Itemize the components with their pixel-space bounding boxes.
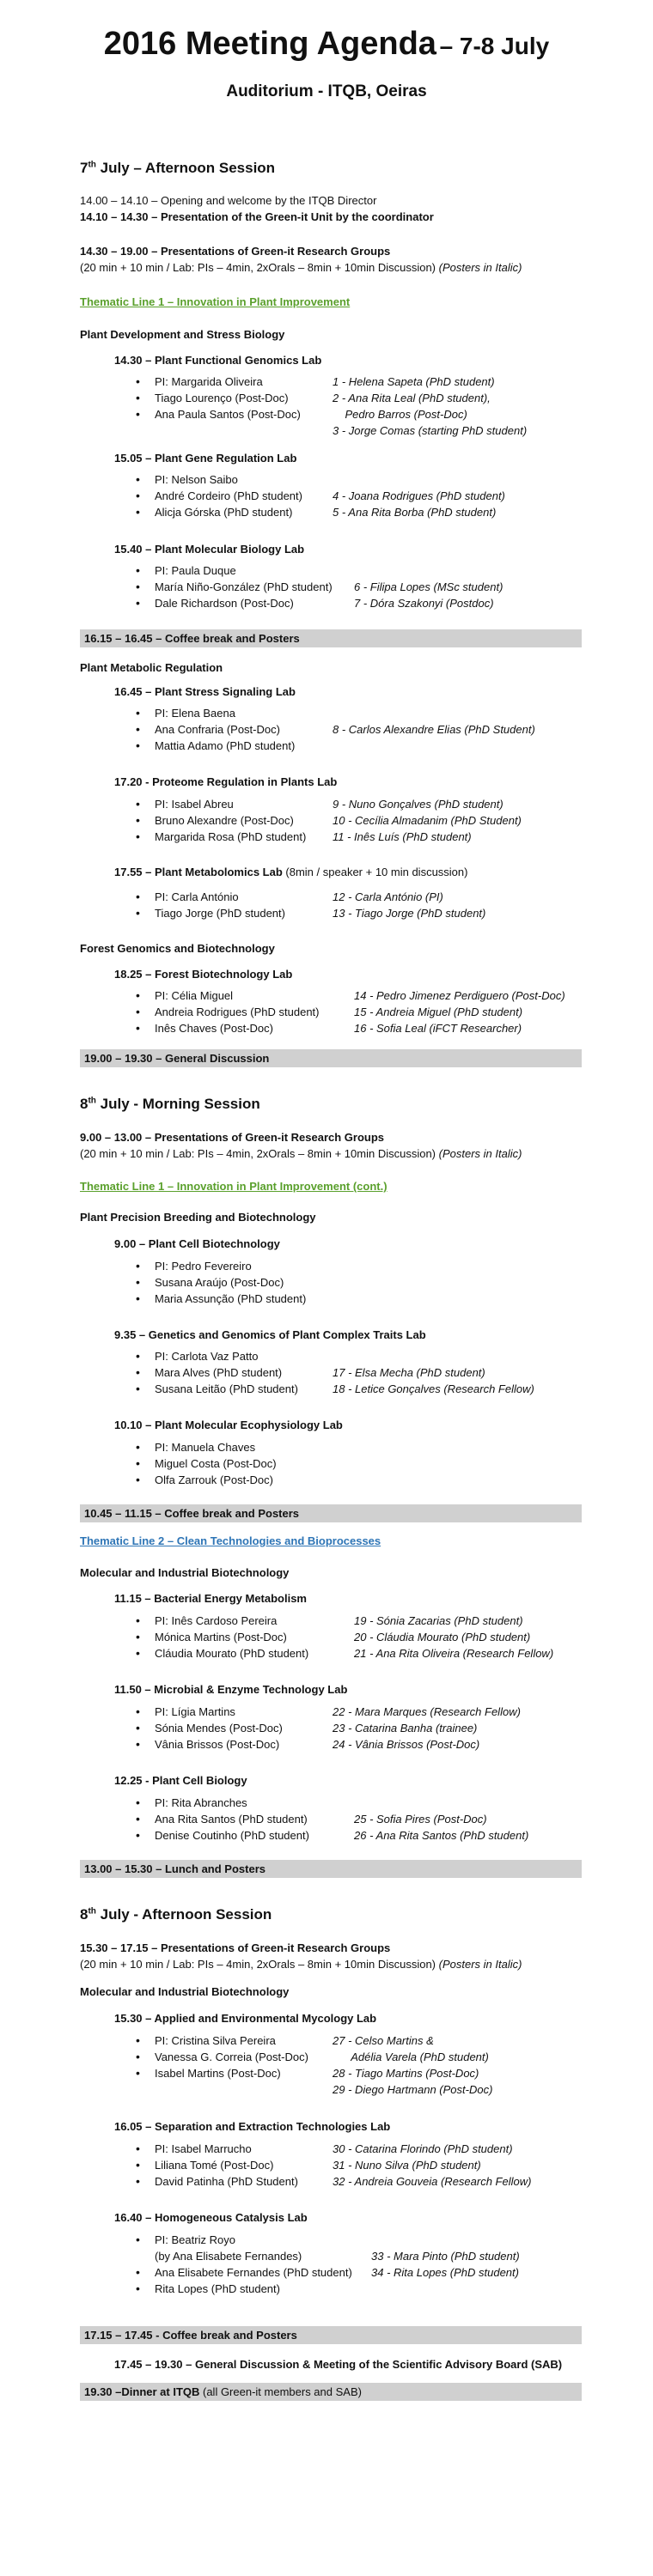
break-bar: 16.15 – 16.45 – Coffee break and Posters bbox=[80, 629, 582, 647]
schedule-note bbox=[80, 1958, 522, 1971]
list-item: • María Niño-González (PhD student) bbox=[136, 579, 333, 595]
lab-heading bbox=[114, 1419, 343, 1431]
research-area-heading: Plant Metabolic Regulation bbox=[80, 661, 223, 674]
schedule-line: 15.30 – 17.15 – Presentations of Green-it Research Groups bbox=[80, 1941, 391, 1954]
lab-title: 11.50 – Microbial & Enzyme Technology Lab bbox=[114, 1683, 348, 1696]
schedule-line: 14.10 – 14.30 – Presentation of the Green-it Unit by the coordinator bbox=[80, 210, 434, 223]
lab-members-list bbox=[136, 1439, 277, 1488]
lab-title: 16.05 – Separation and Extraction Technologies Lab bbox=[114, 2120, 391, 2133]
list-item: • PI: Beatriz Royo bbox=[136, 2232, 352, 2248]
list-item: • André Cordeiro (PhD student) bbox=[136, 488, 302, 504]
format-note: (20 min + 10 min / Lab: PIs – 4min, 2xOrals – 8min + 10min Discussion) bbox=[80, 261, 436, 274]
list-item: • PI: Nelson Saibo bbox=[136, 471, 302, 488]
lab-heading bbox=[114, 543, 304, 556]
lab-heading bbox=[114, 775, 337, 788]
list-item: • Mattia Adamo (PhD student) bbox=[136, 738, 295, 754]
lab-title: 16.40 – Homogeneous Catalysis Lab bbox=[114, 2211, 308, 2224]
poster-list bbox=[333, 1364, 534, 1397]
list-item: • Tiago Jorge (PhD student) bbox=[136, 905, 285, 921]
session-day: 7 bbox=[80, 160, 88, 176]
thematic-line-link[interactable]: Thematic Line 1 – Innovation in Plant Improvement (cont.) bbox=[80, 1180, 388, 1193]
poster-list bbox=[333, 488, 505, 520]
lab-members-list bbox=[136, 987, 320, 1036]
session-title: July - Afternoon Session bbox=[95, 1906, 272, 1923]
lab-heading bbox=[114, 354, 321, 367]
posters-note: (Posters in Italic) bbox=[438, 1147, 522, 1160]
poster-item: 25 - Sofia Pires (Post-Doc) bbox=[354, 1813, 487, 1826]
list-item: • PI: Manuela Chaves bbox=[136, 1439, 277, 1455]
poster-item: 2 - Ana Rita Leal (PhD student), bbox=[333, 392, 491, 404]
poster-list bbox=[354, 579, 503, 611]
poster-item: 29 - Diego Hartmann (Post-Doc) bbox=[333, 2083, 493, 2096]
format-note: (20 min + 10 min / Lab: PIs – 4min, 2xOrals – 8min + 10min Discussion) bbox=[80, 1958, 436, 1971]
thematic-line-link[interactable]: Thematic Line 1 – Innovation in Plant Improvement bbox=[80, 295, 351, 308]
poster-list bbox=[333, 374, 527, 439]
lab-members-list bbox=[136, 2032, 308, 2081]
lab-heading bbox=[114, 968, 292, 981]
lab-note: (8min / speaker + 10 min discussion) bbox=[282, 866, 468, 878]
dinner-text: 19.30 –Dinner at ITQB bbox=[84, 2385, 200, 2398]
session-title: July – Afternoon Session bbox=[95, 160, 276, 176]
list-item: • Dale Richardson (Post-Doc) bbox=[136, 595, 333, 611]
lab-heading bbox=[114, 1774, 247, 1787]
session-heading-3 bbox=[80, 1906, 272, 1923]
lab-heading bbox=[114, 1683, 347, 1696]
dinner-bar bbox=[80, 2383, 582, 2401]
poster-list bbox=[354, 1613, 553, 1662]
list-item: • Margarida Rosa (PhD student) bbox=[136, 829, 306, 845]
research-area-heading: Plant Precision Breeding and Biotechnology bbox=[80, 1211, 316, 1224]
break-bar: 13.00 – 15.30 – Lunch and Posters bbox=[80, 1860, 582, 1878]
poster-item: 15 - Andreia Miguel (PhD student) bbox=[354, 1005, 523, 1018]
lab-title: 14.30 – Plant Functional Genomics Lab bbox=[114, 354, 322, 367]
list-item: • Ana Confraria (Post-Doc) bbox=[136, 721, 295, 738]
session-day-suffix: th bbox=[88, 160, 96, 170]
lab-heading bbox=[114, 1592, 307, 1605]
poster-item: 20 - Cláudia Mourato (PhD student) bbox=[354, 1631, 531, 1643]
poster-list bbox=[333, 2141, 531, 2190]
lab-members-list bbox=[136, 471, 302, 520]
lab-heading bbox=[114, 685, 296, 698]
poster-item: 6 - Filipa Lopes (MSc student) bbox=[354, 580, 503, 593]
posters-note: (Posters in Italic) bbox=[438, 1958, 522, 1971]
list-item: • Bruno Alexandre (Post-Doc) bbox=[136, 812, 306, 829]
lab-title: 15.30 – Applied and Environmental Mycology Lab bbox=[114, 2012, 377, 2025]
lab-members-list bbox=[136, 1704, 283, 1753]
lab-title: 9.35 – Genetics and Genomics of Plant Complex Traits Lab bbox=[114, 1328, 426, 1341]
poster-list bbox=[333, 1704, 521, 1753]
research-area-heading: Molecular and Industrial Biotechnology bbox=[80, 1985, 290, 1998]
list-item: • PI: Rita Abranches bbox=[136, 1795, 309, 1811]
lab-title: 10.10 – Plant Molecular Ecophysiology Lab bbox=[114, 1419, 343, 1431]
list-item: • Ana Rita Santos (PhD student) bbox=[136, 1811, 309, 1827]
lab-title: 9.00 – Plant Cell Biotechnology bbox=[114, 1237, 280, 1250]
lab-members-list bbox=[136, 562, 333, 611]
list-item: • Isabel Martins (Post-Doc) bbox=[136, 2065, 308, 2081]
poster-item: 9 - Nuno Gonçalves (PhD student) bbox=[333, 798, 503, 811]
lab-members-list bbox=[136, 1613, 308, 1662]
poster-item: 22 - Mara Marques (Research Fellow) bbox=[333, 1705, 521, 1718]
lab-members-list bbox=[136, 1795, 309, 1844]
lab-members-list bbox=[136, 705, 295, 754]
lab-members-list bbox=[136, 889, 285, 921]
list-item: • PI: Margarida Oliveira bbox=[136, 374, 301, 390]
research-area-heading: Forest Genomics and Biotechnology bbox=[80, 942, 275, 955]
list-item: • PI: Carlota Vaz Patto bbox=[136, 1348, 298, 1364]
dinner-note: (all Green-it members and SAB) bbox=[199, 2385, 362, 2398]
thematic-line-link[interactable]: Thematic Line 2 – Clean Technologies and Bioprocesses bbox=[80, 1534, 381, 1547]
poster-item: 17 - Elsa Mecha (PhD student) bbox=[333, 1366, 485, 1379]
schedule-line: 14.00 – 14.10 – Opening and welcome by the ITQB Director bbox=[80, 194, 377, 207]
poster-item: 30 - Catarina Florindo (PhD student) bbox=[333, 2142, 513, 2155]
poster-item: 21 - Ana Rita Oliveira (Research Fellow) bbox=[354, 1647, 554, 1660]
lab-members-list bbox=[136, 2141, 298, 2190]
poster-item: 27 - Celso Martins & bbox=[333, 2034, 434, 2047]
poster-item: 32 - Andreia Gouveia (Research Fellow) bbox=[333, 2175, 532, 2188]
schedule-note bbox=[80, 1147, 522, 1160]
poster-item: 23 - Catarina Banha (trainee) bbox=[333, 1722, 478, 1735]
research-area-heading: Plant Development and Stress Biology bbox=[80, 328, 285, 341]
break-bar: 10.45 – 11.15 – Coffee break and Posters bbox=[80, 1504, 582, 1522]
session-day-suffix: th bbox=[88, 1096, 96, 1106]
poster-item: 3 - Jorge Comas (starting PhD student) bbox=[333, 424, 528, 437]
list-item: • PI: Cristina Silva Pereira bbox=[136, 2032, 308, 2049]
poster-item: 14 - Pedro Jimenez Perdiguero (Post-Doc) bbox=[354, 989, 565, 1002]
lab-title: 18.25 – Forest Biotechnology Lab bbox=[114, 968, 293, 981]
page-subtitle: Auditorium - ITQB, Oeiras bbox=[226, 82, 427, 100]
lab-heading bbox=[114, 1237, 280, 1250]
poster-list bbox=[333, 889, 485, 921]
list-item: • Ana Elisabete Fernandes (PhD student) bbox=[136, 2264, 352, 2281]
list-item: (by Ana Elisabete Fernandes) bbox=[155, 2250, 302, 2263]
poster-item: 12 - Carla António (PI) bbox=[333, 890, 443, 903]
poster-item: 31 - Nuno Silva (PhD student) bbox=[333, 2159, 481, 2172]
poster-list bbox=[333, 721, 535, 738]
poster-item: 1 - Helena Sapeta (PhD student) bbox=[333, 375, 495, 388]
page-title bbox=[0, 26, 653, 63]
lab-members-list bbox=[136, 374, 301, 422]
list-item: • Rita Lopes (PhD student) bbox=[136, 2281, 352, 2297]
format-note: (20 min + 10 min / Lab: PIs – 4min, 2xOrals – 8min + 10min Discussion) bbox=[80, 1147, 436, 1160]
poster-item: 10 - Cecília Almadanim (PhD Student) bbox=[333, 814, 522, 827]
poster-list bbox=[333, 796, 522, 845]
session-heading-1 bbox=[80, 160, 275, 177]
poster-list bbox=[354, 1811, 528, 1844]
list-item: • Ana Paula Santos (Post-Doc) bbox=[136, 406, 301, 422]
list-item: • Inês Chaves (Post-Doc) bbox=[136, 1020, 320, 1036]
list-item: • Miguel Costa (Post-Doc) bbox=[136, 1455, 277, 1472]
lab-heading bbox=[114, 2211, 308, 2224]
poster-item: 13 - Tiago Jorge (PhD student) bbox=[333, 907, 486, 920]
list-item: • PI: Carla António bbox=[136, 889, 285, 905]
lab-heading bbox=[114, 1328, 426, 1341]
lab-members-list bbox=[136, 796, 306, 845]
lab-heading bbox=[114, 866, 467, 878]
poster-item: Adélia Varela (PhD student) bbox=[333, 2050, 489, 2063]
list-item: • Susana Araújo (Post-Doc) bbox=[136, 1274, 306, 1291]
poster-item: 19 - Sónia Zacarias (PhD student) bbox=[354, 1614, 523, 1627]
list-item: • Denise Coutinho (PhD student) bbox=[136, 1827, 309, 1844]
session-title: July - Morning Session bbox=[95, 1096, 260, 1112]
list-item: • Alicja Górska (PhD student) bbox=[136, 504, 302, 520]
poster-item: 26 - Ana Rita Santos (PhD student) bbox=[354, 1829, 529, 1842]
poster-item: 11 - Inês Luís (PhD student) bbox=[333, 830, 472, 843]
lab-heading bbox=[114, 452, 296, 465]
list-item: • Susana Leitão (PhD student) bbox=[136, 1381, 298, 1397]
research-area-heading: Molecular and Industrial Biotechnology bbox=[80, 1566, 290, 1579]
poster-item: 33 - Mara Pinto (PhD student) bbox=[371, 2250, 520, 2263]
poster-item: 34 - Rita Lopes (PhD student) bbox=[371, 2266, 519, 2279]
list-item: • Andreia Rodrigues (PhD student) bbox=[136, 1004, 320, 1020]
lab-title: 16.45 – Plant Stress Signaling Lab bbox=[114, 685, 296, 698]
posters-note: (Posters in Italic) bbox=[438, 261, 522, 274]
list-item: • PI: Pedro Fevereiro bbox=[136, 1258, 306, 1274]
lab-title: 15.05 – Plant Gene Regulation Lab bbox=[114, 452, 297, 465]
title-dates: – 7-8 July bbox=[439, 33, 550, 59]
poster-item: 4 - Joana Rodrigues (PhD student) bbox=[333, 489, 505, 502]
list-item: • David Patinha (PhD Student) bbox=[136, 2173, 298, 2190]
session-day: 8 bbox=[80, 1906, 88, 1923]
schedule-note bbox=[80, 261, 522, 274]
list-item: • PI: Isabel Marrucho bbox=[136, 2141, 298, 2157]
list-item: • PI: Paula Duque bbox=[136, 562, 333, 579]
lab-members-list bbox=[136, 1258, 306, 1307]
list-item: • Vanessa G. Correia (Post-Doc) bbox=[136, 2049, 308, 2065]
lab-members-list bbox=[136, 1348, 298, 1397]
list-item: • PI: Lígia Martins bbox=[136, 1704, 283, 1720]
schedule-line: 9.00 – 13.00 – Presentations of Green-it Research Groups bbox=[80, 1131, 385, 1144]
poster-item: 16 - Sofia Leal (iFCT Researcher) bbox=[354, 1022, 522, 1035]
list-item: • PI: Inês Cardoso Pereira bbox=[136, 1613, 308, 1629]
poster-item: Pedro Barros (Post-Doc) bbox=[333, 408, 467, 421]
list-item: • Maria Assunção (PhD student) bbox=[136, 1291, 306, 1307]
list-item: • Mara Alves (PhD student) bbox=[136, 1364, 298, 1381]
poster-list bbox=[371, 2248, 520, 2281]
list-item: • Tiago Lourenço (Post-Doc) bbox=[136, 390, 301, 406]
poster-item: 18 - Letice Gonçalves (Research Fellow) bbox=[333, 1382, 534, 1395]
list-item: • Liliana Tomé (Post-Doc) bbox=[136, 2157, 298, 2173]
break-bar: 17.15 – 17.45 - Coffee break and Posters bbox=[80, 2326, 582, 2344]
poster-item: 5 - Ana Rita Borba (PhD student) bbox=[333, 506, 497, 519]
poster-item: 24 - Vânia Brissos (Post-Doc) bbox=[333, 1738, 480, 1751]
session-heading-2 bbox=[80, 1096, 260, 1113]
poster-item: 28 - Tiago Martins (Post-Doc) bbox=[333, 2067, 479, 2080]
session-day: 8 bbox=[80, 1096, 88, 1112]
final-discussion-text: 17.45 – 19.30 – General Discussion & Meeting of the Scientific Advisory Board (SAB) bbox=[114, 2358, 563, 2371]
list-item: • Cláudia Mourato (PhD student) bbox=[136, 1645, 308, 1662]
session-day-suffix: th bbox=[88, 1906, 96, 1917]
poster-list bbox=[354, 987, 565, 1036]
list-item: • PI: Elena Baena bbox=[136, 705, 295, 721]
lab-heading bbox=[114, 2120, 390, 2133]
list-item: • PI: Célia Miguel bbox=[136, 987, 320, 1004]
final-discussion-line bbox=[114, 2358, 562, 2371]
list-item: • Olfa Zarrouk (Post-Doc) bbox=[136, 1472, 277, 1488]
lab-title: 11.15 – Bacterial Energy Metabolism bbox=[114, 1592, 307, 1605]
poster-list bbox=[333, 2032, 492, 2098]
list-item: • Vânia Brissos (Post-Doc) bbox=[136, 1736, 283, 1753]
lab-heading bbox=[114, 2012, 376, 2025]
list-item: • PI: Isabel Abreu bbox=[136, 796, 306, 812]
lab-title: 12.25 - Plant Cell Biology bbox=[114, 1774, 247, 1787]
break-bar: 19.00 – 19.30 – General Discussion bbox=[80, 1049, 582, 1067]
list-item: • Mónica Martins (Post-Doc) bbox=[136, 1629, 308, 1645]
poster-item: 7 - Dóra Szakonyi (Postdoc) bbox=[354, 597, 494, 610]
list-item: • Sónia Mendes (Post-Doc) bbox=[136, 1720, 283, 1736]
lab-title: 17.20 - Proteome Regulation in Plants Lab bbox=[114, 775, 338, 788]
poster-item: 8 - Carlos Alexandre Elias (PhD Student) bbox=[333, 723, 535, 736]
schedule-line: 14.30 – 19.00 – Presentations of Green-it Research Groups bbox=[80, 245, 391, 258]
title-main: 2016 Meeting Agenda bbox=[103, 26, 436, 62]
lab-title: 15.40 – Plant Molecular Biology Lab bbox=[114, 543, 305, 556]
lab-members-list bbox=[136, 2232, 352, 2297]
lab-title: 17.55 – Plant Metabolomics Lab bbox=[114, 866, 283, 878]
